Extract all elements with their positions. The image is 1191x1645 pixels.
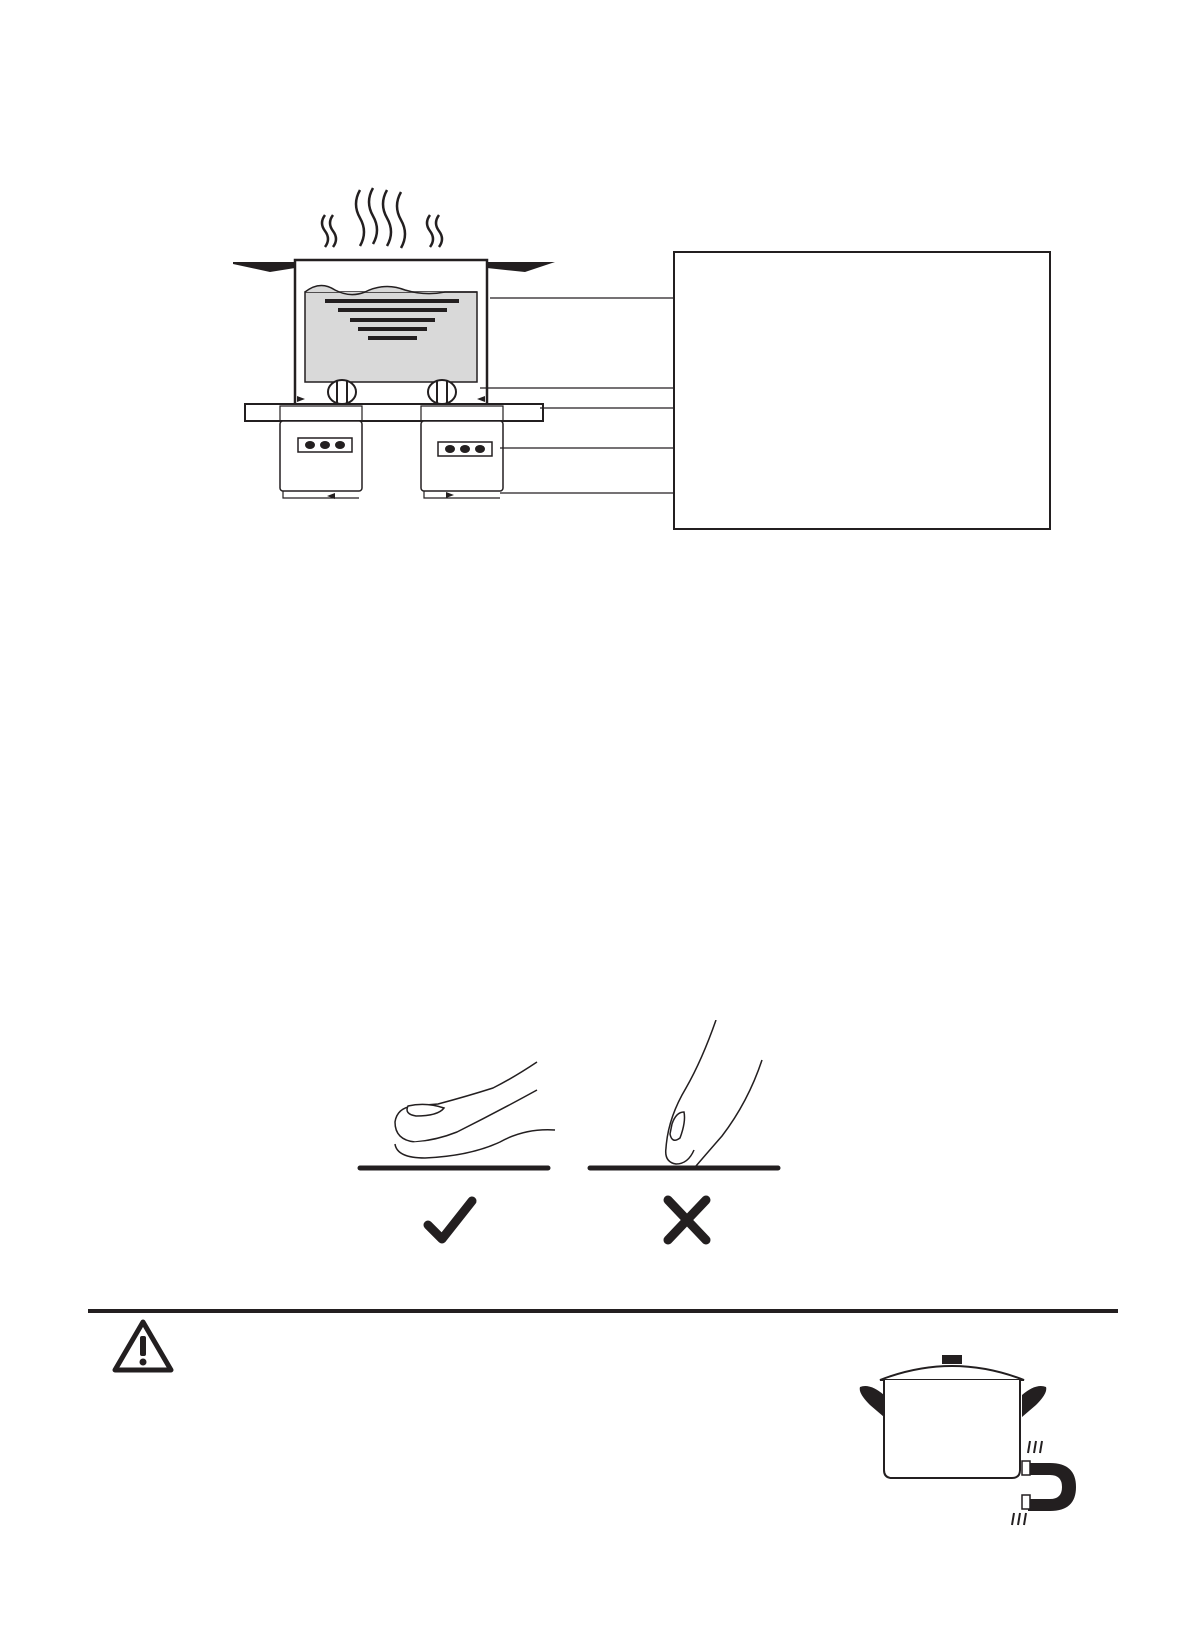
section-divider (88, 1309, 1118, 1313)
warning-triangle-icon (111, 1318, 175, 1376)
pot-magnet-figure (850, 1355, 1100, 1535)
callout-leader-lines (480, 280, 680, 500)
touch-control-figure (350, 1020, 790, 1260)
cross-icon (668, 1200, 706, 1240)
callout-box (673, 251, 1051, 530)
flat-finger-icon (395, 1062, 555, 1158)
electronics-unit (280, 421, 362, 491)
pot-icon (860, 1355, 1047, 1478)
fingertip-icon (666, 1020, 762, 1166)
magnet-icon (1012, 1441, 1076, 1525)
check-icon (428, 1201, 472, 1239)
steam-icon (322, 188, 442, 248)
